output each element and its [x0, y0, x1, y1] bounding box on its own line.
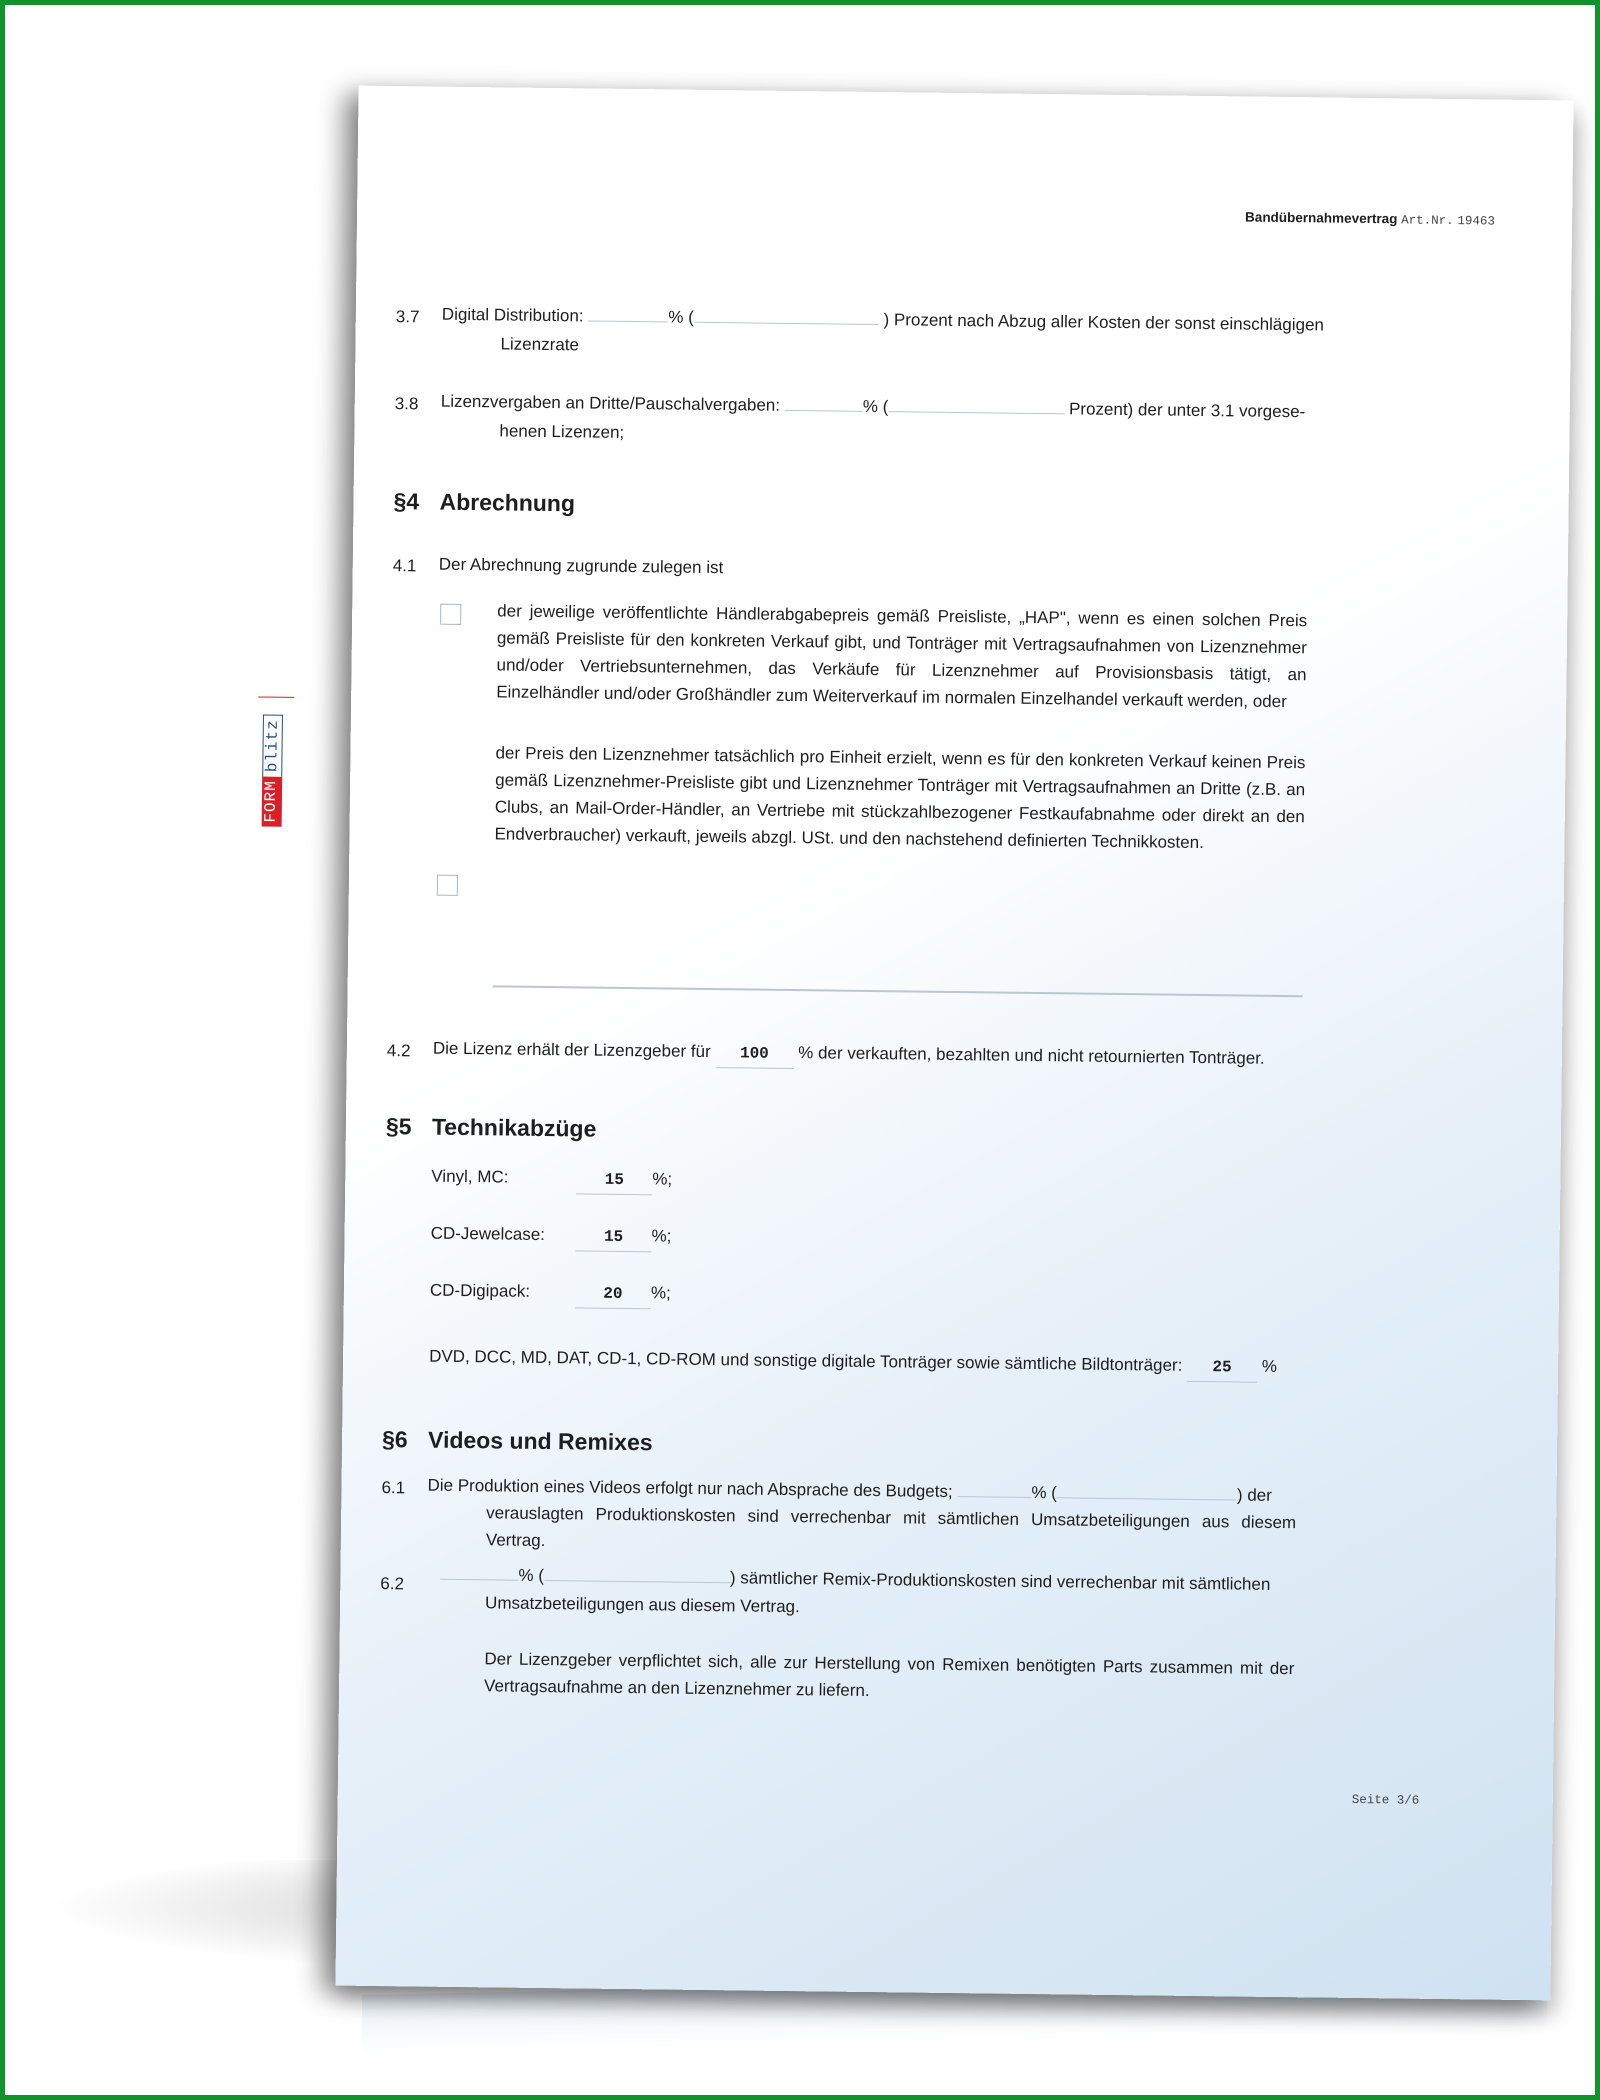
section-4-2-text: Die Lizenz erhält der Lizenzgeber für — [432, 1038, 711, 1062]
section-3-7-number: 3.7 — [395, 307, 420, 327]
option-1b-text: der Preis den Lizenznehmer tatsächlich pro Einheit erzielt, wenn es für den konkreten Verkauf keinen Preis gemäß Lizenznehmer-Preisliste gibt und Lizenznehmer Tonträger mit Vertragsaufnahmen an Dritte (z.B. an Clubs, an Mail-Order-Händler, an Vertriebe mit stückzahlbezogener Festkaufabnahme oder direkt an den Endverbraucher) verkauft, jeweils abzgl. USt. und den nachstehend definierten Technikkosten. — [494, 743, 1306, 853]
technik-suffix: % — [1261, 1356, 1278, 1376]
section-3-7-percent-field[interactable] — [588, 302, 668, 322]
technik-row-vinyl — [431, 1163, 672, 1196]
section-6-2-percent-field[interactable] — [440, 1561, 518, 1581]
technik-suffix: %; — [650, 1283, 671, 1303]
option-2-input-line[interactable] — [493, 985, 1303, 997]
header-title: Bandübernahmevertrag — [1245, 209, 1398, 227]
section-6-title: Videos und Remixes — [427, 1426, 653, 1456]
section-6-number: §6 — [381, 1426, 408, 1453]
section-6-2-parts-text: Der Lizenzgeber verpflichtet sich, alle zur Herstellung von Remixen benötigten Parts zusammen mit der Vertragsaufnahme an den Lizenznehmer zu liefern. — [483, 1649, 1295, 1701]
technik-row-cd-digipack — [430, 1277, 671, 1310]
section-3-8-words-field[interactable] — [888, 393, 1064, 414]
technik-row-label: CD-Jewelcase: — [430, 1223, 546, 1245]
paren-open: ( — [688, 307, 694, 327]
technik-value-field[interactable]: 25 — [1187, 1354, 1257, 1383]
section-6-1-tail: ) der — [1236, 1485, 1272, 1505]
section-6-2-words-field[interactable] — [544, 1562, 730, 1583]
option-1-text: der jeweilige veröffentlichte Händlerabgabepreis gemäß Preisliste, „HAP", wenn es einen solchen Preis gemäß Preisliste für den konkreten Verkauf gibt, und Tonträger mit Vertragsaufnahmen von Lizenznehmer und/oder Vertriebsunternehmen, das Verkäufe für Lizenznehmer auf Provisionsbasis tätigt, an Einzelhändler und/oder Großhändler zum Weiterverkauf im normalen Einzelhandel verkauft werden, oder — [496, 601, 1308, 712]
percent-sign: % — [518, 1565, 534, 1585]
section-3-8-tail: Prozent) der unter 3.1 vorgese- — [1068, 399, 1306, 422]
section-4-2-line — [433, 1035, 1265, 1075]
section-3-8-line2: henen Lizenzen; — [499, 421, 625, 442]
section-3-8-percent-field[interactable] — [785, 392, 863, 412]
technik-row-label: DVD, DCC, MD, DAT, CD-1, CD-ROM und sonstige digitale Tonträger sowie sämtliche Bildtonträger: — [429, 1346, 1183, 1375]
section-3-8-label: Lizenzvergaben an Dritte/Pauschalvergaben: — [440, 391, 781, 415]
technik-value-field[interactable]: 15 — [575, 1223, 651, 1252]
section-3-8-number: 3.8 — [394, 394, 419, 414]
section-4-2-tail: % der verkauften, bezahlten und nicht retournierten Tonträger. — [798, 1043, 1265, 1068]
technik-row-label: Vinyl, MC: — [431, 1166, 509, 1187]
section-5-title: Technikabzüge — [431, 1113, 597, 1142]
section-6-1-percent-field[interactable] — [957, 1478, 1031, 1498]
section-6-1-words-field[interactable] — [1057, 1479, 1237, 1500]
section-6-1-number: 6.1 — [381, 1478, 406, 1498]
header-art-label: Art.Nr. — [1401, 213, 1454, 229]
brand-accent-line — [258, 696, 294, 697]
percent-sign: % — [862, 396, 879, 417]
section-4-2-number: 4.2 — [386, 1041, 411, 1061]
technik-row-cd-jewelcase — [430, 1220, 671, 1253]
section-4-1-text: Der Abrechnung zugrunde zulegen ist — [438, 554, 724, 578]
section-3-7-label2: Lizenzrate — [500, 334, 580, 355]
percent-sign: % — [668, 307, 684, 327]
page-header — [1245, 209, 1495, 228]
section-4-number: §4 — [393, 488, 420, 515]
logo-blitz-text: blitz — [262, 714, 283, 776]
section-3-7-words-field[interactable] — [694, 304, 879, 325]
formblitz-logo — [262, 714, 283, 827]
technik-value-field[interactable]: 15 — [576, 1166, 652, 1195]
document-page — [261, 86, 1573, 2001]
section-6-2-tail: ) sämtlicher Remix-Produktionskosten sind verrechenbar mit sämtlichen — [729, 1568, 1271, 1594]
section-6-2-line2: Umsatzbeteiligungen aus diesem Vertrag. — [485, 1593, 800, 1617]
section-3-7-label: Digital Distribution: — [441, 304, 584, 326]
technik-value-field[interactable]: 20 — [575, 1280, 651, 1309]
section-5-number: §5 — [385, 1113, 412, 1140]
section-4-title: Abrechnung — [439, 488, 576, 517]
page-number: Seite 3/6 — [1351, 1792, 1420, 1808]
logo-form-text: FORM — [262, 776, 283, 827]
header-art-number: 19463 — [1457, 214, 1496, 229]
document-sheet — [261, 86, 1573, 2001]
paren-open: ( — [538, 1565, 545, 1586]
section-4-1-number: 4.1 — [392, 556, 417, 576]
option-2-checkbox[interactable] — [437, 875, 458, 896]
section-4-2-value-field[interactable]: 100 — [715, 1040, 793, 1069]
technik-suffix: %; — [652, 1169, 673, 1189]
technik-row-dvd — [429, 1343, 1277, 1383]
option-1-checkbox[interactable] — [440, 604, 461, 625]
percent-sign: % — [1031, 1482, 1047, 1503]
section-6-2-number: 6.2 — [380, 1574, 405, 1594]
paren-open: ( — [882, 397, 889, 417]
technik-row-label: CD-Digipack: — [429, 1280, 531, 1301]
section-3-7-tail: ) Prozent nach Abzug aller Kosten der sonst einschlägigen — [883, 310, 1325, 335]
section-6-1-text: Die Produktion eines Videos erfolgt nur nach Absprache des Budgets; — [427, 1475, 953, 1502]
technik-suffix: %; — [651, 1226, 672, 1246]
paren-open: ( — [1051, 1483, 1058, 1503]
section-6-1-line2: verauslagten Produktionskosten sind verrechenbar mit sämtlichen Umsatzbeteiligungen aus diesem Vertrag. — [485, 1503, 1297, 1551]
